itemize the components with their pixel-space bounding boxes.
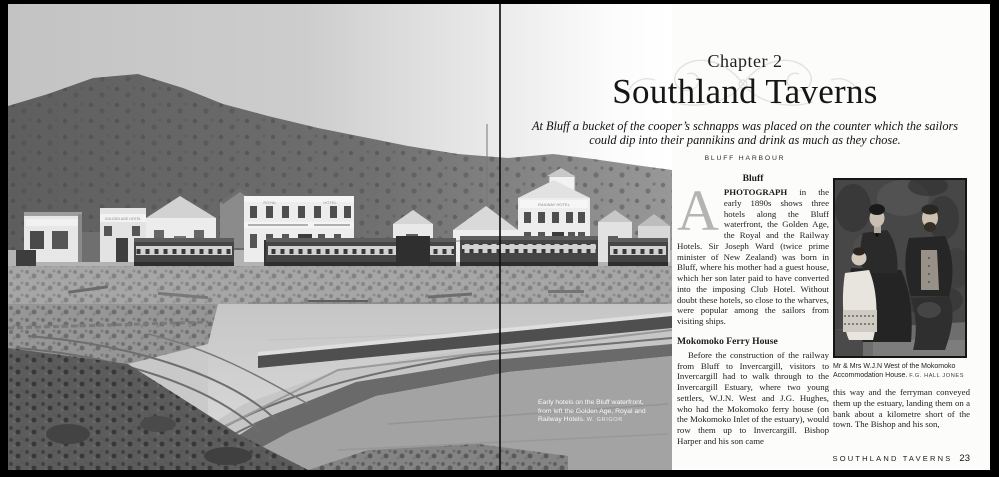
portrait-credit: F.G. HALL JONES bbox=[909, 372, 965, 379]
portrait-caption bbox=[833, 363, 975, 381]
page-footer bbox=[668, 448, 970, 466]
left-photo-credit: W. GRIGOR bbox=[586, 417, 623, 424]
section-heading-mokomoko: Mokomoko Ferry House bbox=[677, 335, 778, 347]
portrait-photo-art bbox=[833, 178, 967, 358]
mokomoko-paragraph: Before the construction of the railway from Bluff to Invercargill, visitors to Invercargill had to walk through to the Invercargill Estuary, where two young settlers, W.J.N. West and J.G. Hughes, who had the Mokomoko ferry house (on the Mokomoko Inlet of the estuary), would row them up to Invercargill. Bishop Harper and his son came bbox=[677, 349, 829, 446]
chapter-epigraph bbox=[510, 120, 980, 148]
text-column-2-paragraph: this way and the ferryman conveyed them up the estuary, landing them on a bank about a kilometre short of the town. The Bishop and his son, bbox=[833, 387, 970, 430]
left-photo-caption-text: Early hotels on the Bluff waterfront, from left the Golden Age, Royal and Railway Hotels. bbox=[538, 399, 646, 424]
epigraph-source: BLUFF HARBOUR bbox=[704, 154, 786, 162]
page-gutter bbox=[499, 4, 501, 470]
lead-paragraph bbox=[677, 178, 829, 327]
royal-hotel-sign-left: ROYAL bbox=[263, 200, 277, 205]
golden-age-hotel-sign: GOLDEN AGE HOTEL bbox=[104, 217, 142, 221]
footer-running-title: SOUTHLAND TAVERNS bbox=[832, 454, 953, 463]
portrait-photo bbox=[833, 178, 967, 358]
section-heading-bluff: Bluff bbox=[742, 173, 764, 184]
page-number: 23 bbox=[959, 453, 970, 464]
text-column-1 bbox=[677, 173, 829, 447]
chapter-header bbox=[510, 50, 980, 162]
book-spread bbox=[8, 4, 990, 470]
lead-paragraph-text: in the early 1890s shows three hotels along the Bluff waterfront, the Golden Age, the Royal and the Railway Hotels. Sir Joseph Ward (twice prime minister of New Zealand) was born in Bluff, where his mother had a guest house, which her son later paid to have converted into the imposing Club Hotel. Without doubt these hotels, so close to the wharves, were popular among the sailors from visiting ships. bbox=[677, 187, 829, 326]
portrait-caption-text: Mr & Mrs W.J.N West of the Mokomoko Accommodation House. bbox=[833, 363, 956, 379]
epigraph-line-2: could dip into their pannikins and drink as much as they chose. bbox=[589, 132, 901, 147]
epigraph-line-1: At Bluff a bucket of the cooper’s schnapps was placed on the counter which the sailors bbox=[531, 119, 959, 133]
railway-hotel-sign: RAILWAY HOTEL bbox=[538, 202, 570, 207]
royal-hotel-sign-right: HOTEL bbox=[323, 200, 337, 205]
chapter-title: Southland Taverns bbox=[612, 72, 878, 111]
chapter-kicker: Chapter 2 bbox=[707, 51, 783, 71]
left-photo-caption bbox=[538, 399, 654, 425]
lead-word: PHOTOGRAPH bbox=[723, 187, 788, 197]
drop-cap: A bbox=[677, 178, 719, 243]
